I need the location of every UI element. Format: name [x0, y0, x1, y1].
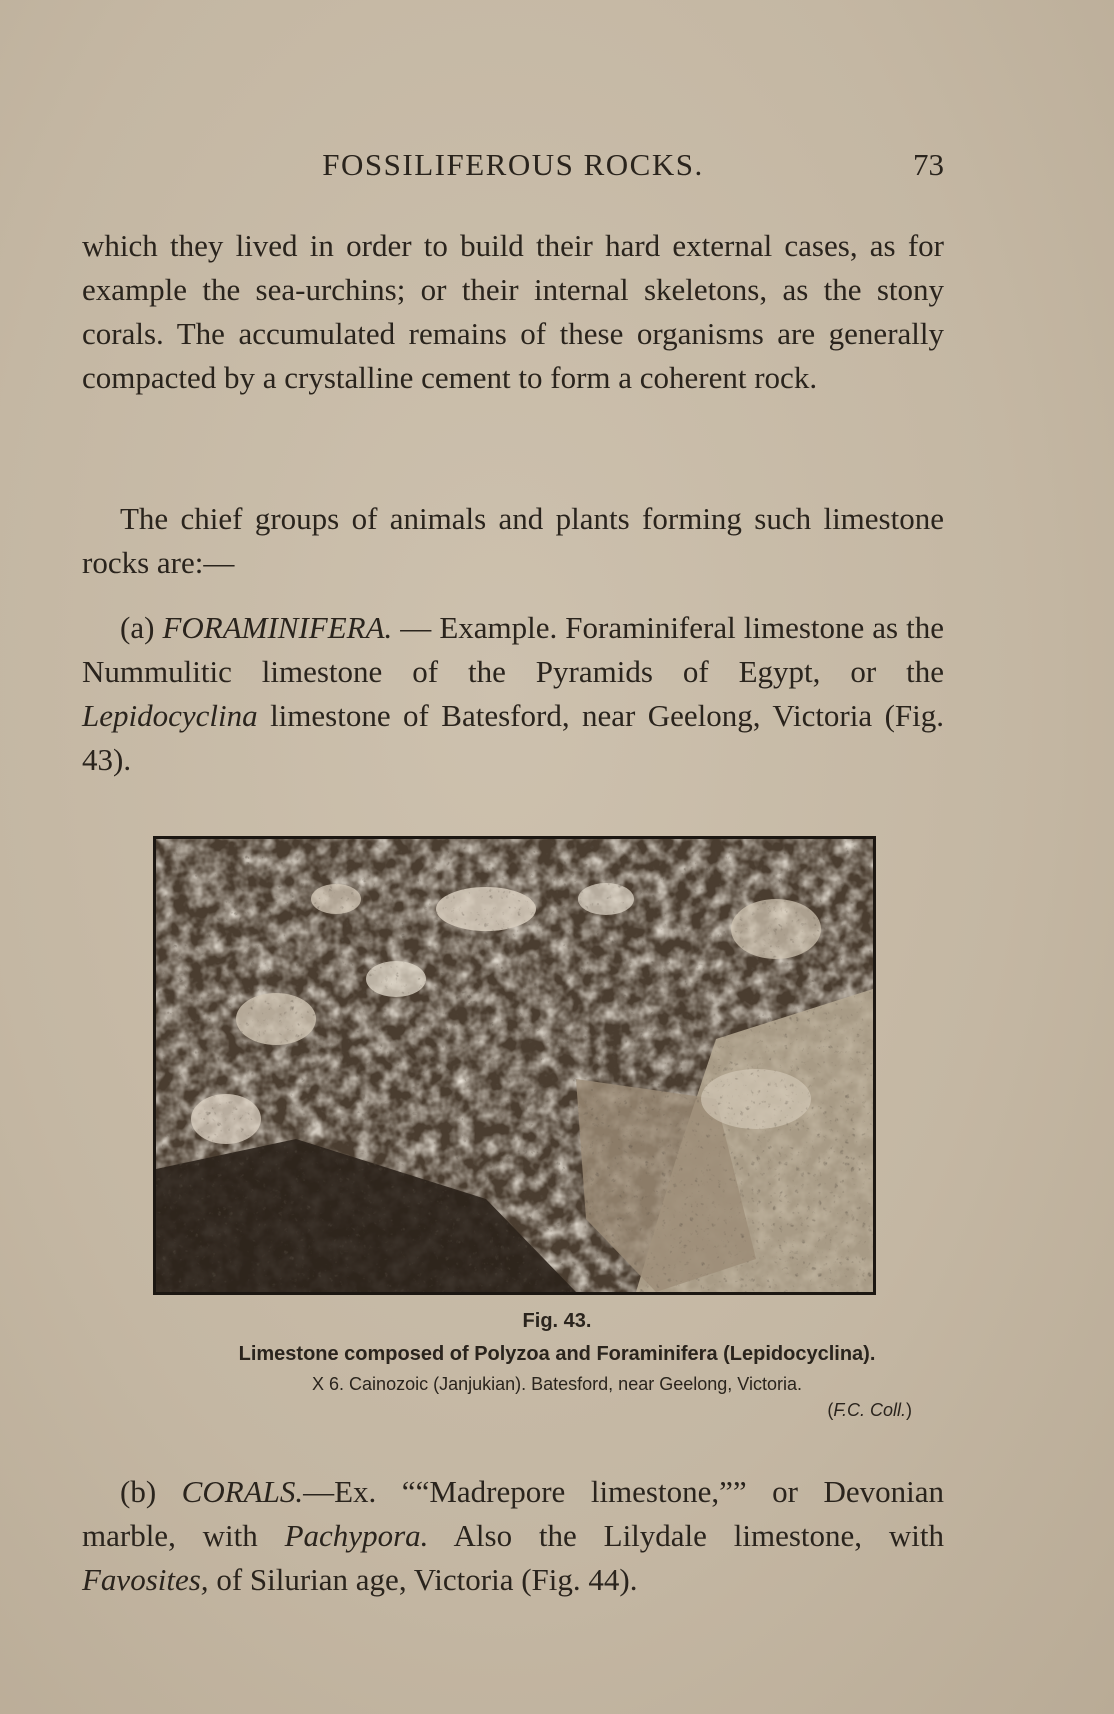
figure-photograph — [153, 836, 876, 1295]
paragraph-1-text: which they lived in order to build their hard external cases, as for example the sea-urchins; or their internal skeletons, as the stony corals. The accumulated remains of these organisms are generally compacted by a crystalline cement to form a coherent rock. — [82, 228, 944, 395]
foraminifera-text-a: — Example. Foraminiferal limestone as the Nummulitic limestone of the Pyramids of Egypt, or the — [82, 610, 945, 689]
paragraph-foraminifera — [82, 606, 944, 782]
heading-foraminifera: FORAMINIFERA. — [162, 610, 393, 645]
paragraph-groups-intro — [82, 497, 944, 585]
page-number: 73 — [913, 147, 944, 182]
limestone-micrograph — [156, 839, 873, 1292]
running-title: FOSSILIFEROUS ROCKS. — [322, 147, 704, 182]
foraminifera-text-b: limestone of Batesford, near Geelong, Victoria (Fig. 43). — [82, 698, 944, 777]
figure-details: X 6. Cainozoic (Janjukian). Batesford, near Geelong, Victoria. — [312, 1374, 802, 1394]
paragraph-3-text — [82, 606, 944, 782]
credit-close-paren: ) — [906, 1400, 912, 1420]
credit-text: F.C. Coll. — [833, 1400, 906, 1420]
credit-open-paren: ( — [827, 1400, 834, 1420]
genus-favosites: Favosites, — [82, 1562, 209, 1597]
paragraph-2-text: The chief groups of animals and plants forming such limestone rocks are:— — [82, 501, 944, 580]
heading-corals: CORALS. — [181, 1474, 304, 1509]
genus-lepidocyclina: Lepidocyclina — [82, 698, 258, 733]
paragraph-4-text — [82, 1470, 944, 1602]
paragraph-corals — [82, 1470, 944, 1602]
figure-caption: Limestone composed of Polyzoa and Foraminifera (Lepidocyclina). — [238, 1343, 876, 1365]
corals-text-a: —Ex. ““Madrepore limestone,”” or Devonian marble, with — [82, 1474, 944, 1553]
genus-pachypora: Pachypora. — [284, 1518, 429, 1553]
corals-text-c: of Silurian age, Victoria (Fig. 44). — [208, 1562, 638, 1597]
figure-number: Fig. 43. — [522, 1310, 592, 1332]
page-header — [82, 145, 944, 189]
item-label-b: (b) — [120, 1474, 182, 1509]
figure-credit — [827, 1400, 912, 1421]
paragraph-continuation — [82, 224, 944, 400]
item-label-a: (a) — [120, 610, 163, 645]
corals-text-b: Also the Lilydale limestone, with — [428, 1518, 944, 1553]
